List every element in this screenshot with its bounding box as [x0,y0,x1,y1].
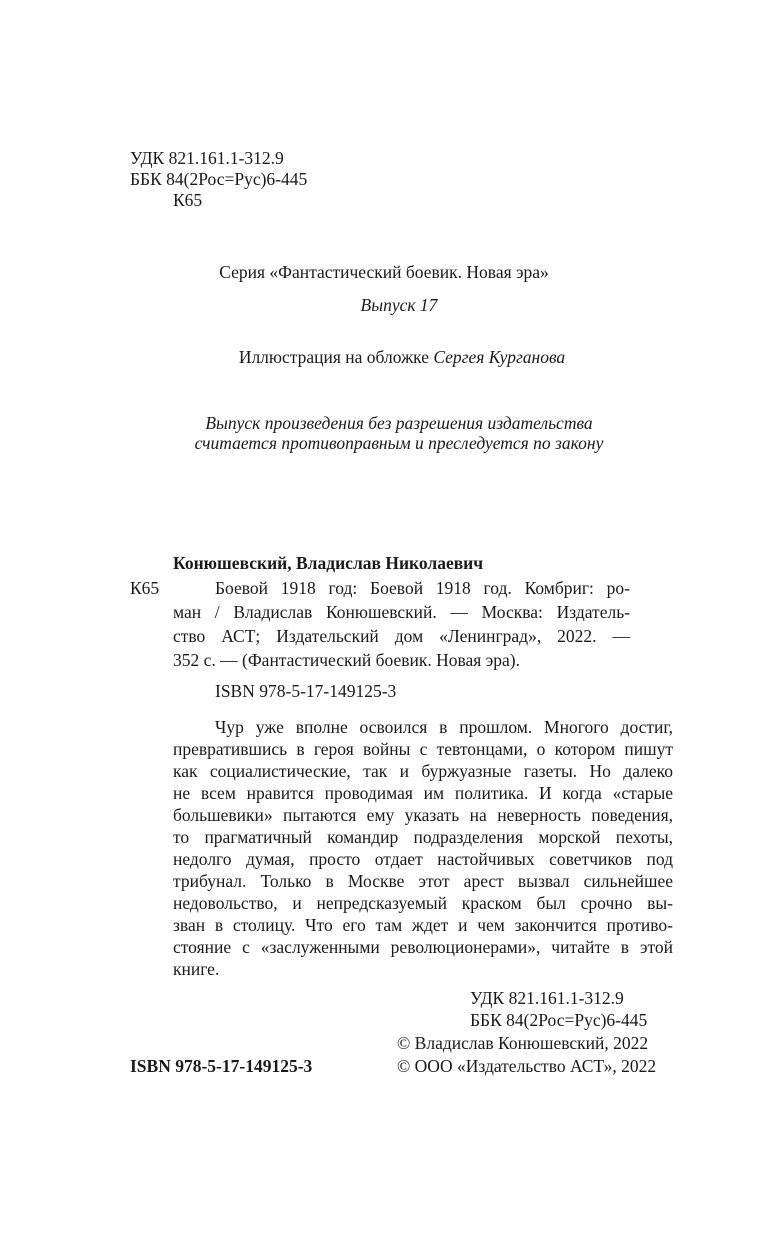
catalog-mark: К65 [130,578,160,598]
udk-code: УДК 821.161.1-312.9 [130,148,284,168]
illustration-artist: Сергея Курганова [433,347,566,367]
illustration-credit [18,346,768,368]
annotation-line: превратившись в героя войны с тевтонцами, о котором пишут [173,739,673,759]
catalog-description-line: ство АСТ; Издательский дом «Ленинград», 2022. — [173,626,630,646]
copyright-notice-line: считается противоправным и преследуется по закону [194,433,604,453]
series-issue: Выпуск 17 [360,295,438,315]
series-prefix: Серия [219,262,270,282]
annotation-line: зван в столицу. Что его там ждет и чем закончится противо- [173,915,673,935]
author-mark: К65 [173,190,203,210]
annotation-line: книге. [173,959,220,979]
illustration-prefix: Иллюстрация на обложке [238,347,434,367]
bbk-code: ББК 84(2Рос=Рус)6-445 [130,169,308,189]
annotation-line: не всем нравится проводимая им политика. И когда «старые [173,783,673,803]
annotation-line: то прагматичный командир подразделения морской пехоты, [173,827,673,847]
catalog-description-line: ман / Владислав Конюшевский. — Москва: Издатель- [173,602,630,622]
bottom-bbk: ББК 84(2Рос=Рус)6-445 [470,1010,648,1030]
annotation-line: как социалистические, так и буржуазные газеты. Но далеко [173,761,673,781]
copyright-publisher: © ООО «Издательство АСТ», 2022 [397,1056,657,1076]
catalog-description-line: Боевой 1918 год: Боевой 1918 год. Комбриг: ро- [215,578,630,598]
annotation-line: Чур уже вполне освоился в прошлом. Многого достиг, [215,717,673,737]
copyright-notice-line: Выпуск произведения без разрешения издательства [205,413,593,433]
copyright-author: © Владислав Конюшевский, 2022 [397,1033,649,1053]
annotation-line: большевики» пытаются ему указать на неверность поведения, [173,805,673,825]
catalog-author: Конюшевский, Владислав Николаевич [173,553,484,573]
series-line [0,261,768,283]
annotation-line: недолго думая, просто отдает настойчивых советчиков под [173,849,673,869]
series-title: «Фантастический боевик. Новая эра» [269,262,549,282]
bottom-udk: УДК 821.161.1-312.9 [470,988,624,1008]
catalog-isbn: ISBN 978-5-17-149125-3 [215,681,397,701]
annotation-line: трибунал. Только в Москве этот арест вызвал сильнейшее [173,871,673,891]
annotation-line: недовольство, и непредсказуемый краском был срочно вы- [173,893,673,913]
annotation-line: стояние с «заслуженными революционерами», читайте в этой [173,937,673,957]
isbn-bold: ISBN 978-5-17-149125-3 [130,1056,313,1076]
catalog-description-line: 352 с. — (Фантастический боевик. Новая эра). [173,650,520,670]
